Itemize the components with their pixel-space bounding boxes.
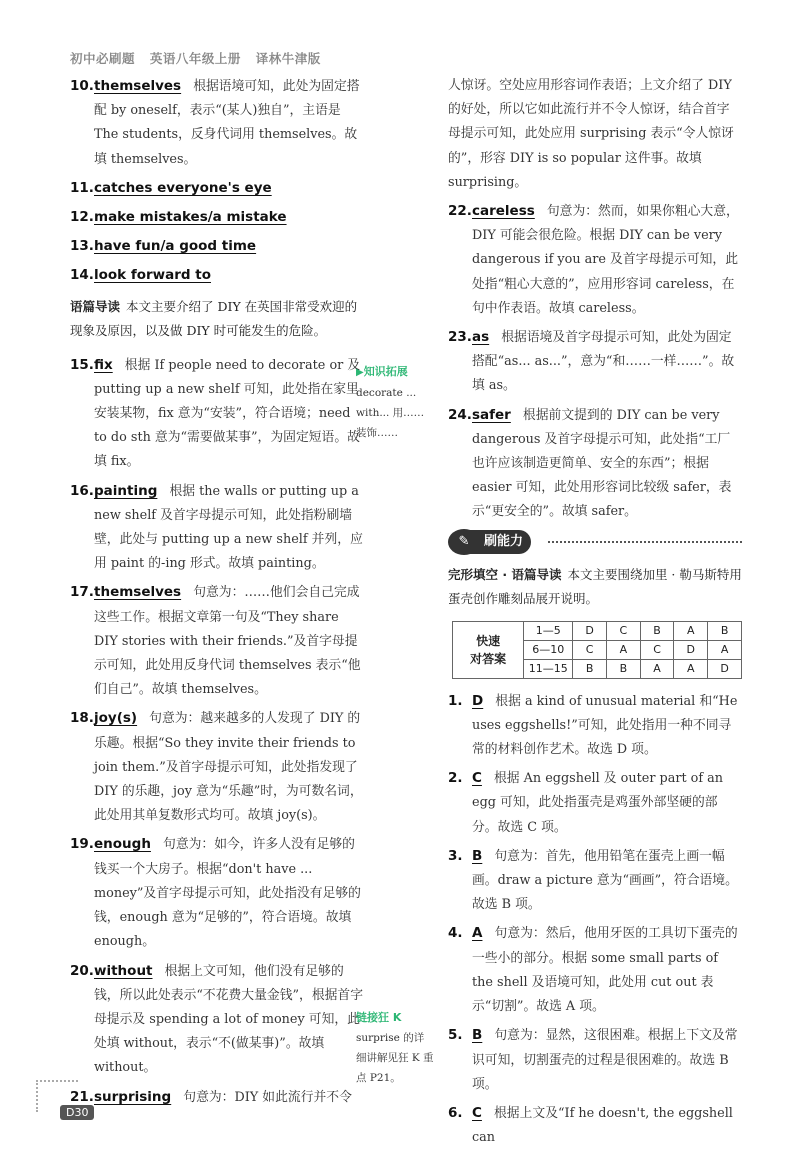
side-note-title: 知识拓展 xyxy=(363,365,408,378)
item-explanation: 根据上文及“If he doesn't, the eggshell can xyxy=(472,1105,733,1146)
answer-item-22 xyxy=(448,199,742,321)
item-answer: C xyxy=(472,1104,482,1121)
cloze-item-1 xyxy=(448,689,742,763)
item-answer: enough xyxy=(94,836,151,853)
item-answer: as xyxy=(472,329,490,346)
right-column xyxy=(448,74,742,1154)
item-explanation: 根据 a kind of unusual material 和“He uses eggshells!”可知，此处指用一种不同寻常的材料创作艺术。故选 D 项。 xyxy=(472,693,738,758)
item-answer: C xyxy=(472,770,482,787)
answer-cell: A xyxy=(674,621,708,640)
page-number: D30 xyxy=(60,1105,94,1120)
cloze-guide xyxy=(448,563,742,611)
guide-label: 语篇导读 xyxy=(70,298,121,314)
answer-item-23 xyxy=(448,325,742,399)
item-number: 10. xyxy=(70,78,94,94)
answer-item-18 xyxy=(70,706,364,828)
answer-cell: A xyxy=(674,659,708,678)
item-explanation: 根据 the walls or putting up a new shelf 及首字母提示可知，此处指粉刷墙壁，此处与 putting up a new shelf 并列，应用 paint 的-ing 形式。故填 painting。 xyxy=(94,483,363,572)
answer-cell: B xyxy=(708,621,742,640)
page-header xyxy=(70,49,331,67)
item-answer: surprising xyxy=(94,1088,172,1105)
item-answer: B xyxy=(472,847,483,864)
item-number: 13. xyxy=(70,238,94,255)
item-number: 17. xyxy=(70,584,94,601)
table-row xyxy=(453,621,742,640)
answer-cell: D xyxy=(674,640,708,659)
header-subject: 英语八年级上册 xyxy=(149,51,241,66)
passage-guide xyxy=(70,295,364,343)
item-number: 6. xyxy=(448,1104,463,1121)
item-explanation: 根据语境可知，此处为固定搭配 by oneself，表示“(某人)独自”，主语是 The students，反身代词用 themselves。故填 themselves。 xyxy=(94,79,360,167)
side-note-text: surprise 的详细讲解见狂 K 重点 P21。 xyxy=(356,1032,434,1084)
item-explanation: 句意为：然而，如果你粗心大意，DIY 可能会很危险。根据 DIY can be very dangerous if you are 及首字母提示可知，此处指“粗心大意的”，应用形容词 careless，在句中作表语。故填 careless。 xyxy=(472,204,739,316)
item-answer: B xyxy=(472,1027,483,1044)
item-explanation: 句意为：显然，这很困难。根据上下文及常识可知，切割蛋壳的过程是很困难的。故选 B 项。 xyxy=(472,1028,738,1092)
item-explanation: 根据 An eggshell 及 outer part of an egg 可知，此处指蛋壳是鸡蛋外部坚硬的部分。故选 C 项。 xyxy=(472,771,724,835)
answer-cell: C xyxy=(640,640,674,659)
item-number: 19. xyxy=(70,836,94,853)
item-answer: joy(s) xyxy=(94,710,138,727)
header-edition: 译林牛津版 xyxy=(255,51,321,66)
item-answer: fix xyxy=(94,356,113,373)
item-number: 5. xyxy=(448,1027,463,1044)
table-label: 快速 对答案 xyxy=(453,621,524,678)
answer-item-20 xyxy=(70,959,364,1081)
answer-item-15 xyxy=(70,353,364,475)
item-21-continued: 人惊讶。空处应用形容词作表语；上文介绍了 DIY 的好处，所以它如此流行并不令人惊讶，结合首字母提示可知，此处应用 surprising 表示“令人惊讶的”，形容 DIY is so popular 这件事。故填 surprising。 xyxy=(448,78,734,190)
item-number: 14. xyxy=(70,267,94,284)
banner-divider xyxy=(548,541,742,543)
item-explanation: 根据语境及首字母提示可知，此处为固定搭配“as... as...”，意为“和……一样……”。故填 as。 xyxy=(472,330,735,394)
item-number: 24. xyxy=(448,406,472,423)
header-series: 初中必刷题 xyxy=(70,51,136,66)
item-answer: painting xyxy=(94,482,158,499)
answer-cell: B xyxy=(607,659,641,678)
item-number: 16. xyxy=(70,482,94,499)
section-banner xyxy=(448,529,742,555)
cloze-item-6 xyxy=(448,1101,742,1150)
item-answer: without xyxy=(94,962,153,979)
banner-label: 刷能力 xyxy=(470,530,531,554)
answer-item-14 xyxy=(70,263,364,288)
item-answer: themselves xyxy=(94,78,182,94)
item-explanation: 根据前文提到的 DIY can be very dangerous 及首字母提示可知，此处指“工厂也许应该制造更简单、安全的东西”；根据 easier 可知，此处用形容词比较级 safer，表示“更安全的”。故填 safer。 xyxy=(472,407,732,520)
answer-cell: D xyxy=(708,659,742,678)
answer-cell: A xyxy=(640,659,674,678)
answer-cell: C xyxy=(573,640,607,659)
item-answer: safer xyxy=(472,406,511,423)
answer-item-11 xyxy=(70,176,364,201)
item-number: 23. xyxy=(448,329,472,346)
answer-item-24 xyxy=(448,403,742,525)
item-explanation: 句意为：首先，他用铅笔在蛋壳上画一幅画。draw a picture 意为“画画”，符合语境。故选 B 项。 xyxy=(472,848,738,913)
answer-cell: A xyxy=(607,640,641,659)
side-note-text: decorate ... with... 用……装饰…… xyxy=(356,387,425,439)
range-cell: 6—10 xyxy=(524,640,573,659)
item-explanation: 句意为：如今，许多人没有足够的钱买一个大房子。根据“don't have ... money”及首字母提示可知，此处指没有足够的钱，enough 意为“足够的”，符合语境。故填 enough。 xyxy=(94,837,361,950)
item-number: 3. xyxy=(448,847,463,864)
item-explanation: 句意为：……他们会自己完成这些工作。根据文章第一句及“They share DIY stories with their friends.”及首字母提示可知，此处用反身代词 themselves 表示“他们自己”。故填 themselves。 xyxy=(94,585,361,698)
item-number: 15. xyxy=(70,356,94,373)
left-column xyxy=(70,74,364,1114)
item-number: 2. xyxy=(448,770,463,787)
item-answer: D xyxy=(472,692,484,709)
pen-icon: ✎ xyxy=(448,529,480,555)
answer-cell: C xyxy=(607,621,641,640)
side-note-knowledge xyxy=(356,362,434,443)
item-number: 21. xyxy=(70,1088,94,1105)
item-explanation: 根据 If people need to decorate or 及 putting up a new shelf 可知，此处指在家里安装某物，fix 意为“安装”，符合语境；need to do sth 意为“需要做某事”，为固定短语。故填 fix。 xyxy=(94,357,361,470)
range-cell: 1—5 xyxy=(524,621,573,640)
item-answer: themselves xyxy=(94,584,182,601)
cloze-item-3 xyxy=(448,844,742,918)
answer-cell: A xyxy=(708,640,742,659)
answer-item-12 xyxy=(70,205,364,230)
item-number: 4. xyxy=(448,925,463,942)
arrow-icon: ▶ xyxy=(356,367,364,378)
item-explanation: 句意为：越来越多的人发现了 DIY 的乐趣。根据“So they invite their friends to join them.”及首字母提示可知，此处指发现了 DIY 的乐趣，joy 意为“乐趣”时，为可数名词，此处用其单复数形式均可。故填 joy(s)。 xyxy=(94,711,363,824)
answer-item-13 xyxy=(70,234,364,259)
item-answer: look forward to xyxy=(94,267,211,284)
cloze-item-5 xyxy=(448,1023,742,1097)
range-cell: 11—15 xyxy=(524,659,573,678)
answer-item-21 xyxy=(70,1085,364,1110)
item-answer: careless xyxy=(472,203,535,220)
item-explanation: 句意为：然后，他用牙医的工具切下蛋壳的一些小的部分。根据 some small parts of the shell 及语境可知，此处用 cut out 表示“切割”。故选 A 项。 xyxy=(472,926,738,1015)
answer-cell: B xyxy=(640,621,674,640)
item-number: 12. xyxy=(70,209,94,226)
answer-item-17 xyxy=(70,580,364,702)
quick-answer-table xyxy=(452,621,742,679)
cloze-item-4 xyxy=(448,921,742,1019)
item-answer: catches everyone's eye xyxy=(94,179,272,196)
guide-text: 本文主要围绕加里 · 勒马斯特用蛋壳创作雕刻品展开说明。 xyxy=(448,566,742,606)
answer-cell: D xyxy=(573,621,607,640)
answer-item-19 xyxy=(70,832,364,954)
item-answer: have fun/a good time xyxy=(94,238,257,255)
answer-cell: B xyxy=(573,659,607,678)
item-number: 22. xyxy=(448,203,472,220)
item-number: 1. xyxy=(448,692,463,709)
side-note-link xyxy=(356,1008,434,1088)
guide-text: 本文主要介绍了 DIY 在英国非常受欢迎的现象及原因，以及做 DIY 时可能发生的危险。 xyxy=(70,298,358,338)
answer-item-10 xyxy=(70,74,364,172)
item-number: 11. xyxy=(70,179,94,196)
item-number: 18. xyxy=(70,710,94,727)
item-number: 20. xyxy=(70,962,94,979)
item-explanation: 句意为：DIY 如此流行并不令 xyxy=(183,1089,352,1105)
item-answer: make mistakes/a mistake xyxy=(94,209,287,226)
answer-item-16 xyxy=(70,479,364,577)
item-answer: A xyxy=(472,925,483,942)
cloze-item-2 xyxy=(448,766,742,840)
side-note-title: 链接狂 K xyxy=(356,1011,402,1024)
item-explanation: 根据上文可知，他们没有足够的钱，所以此处表示“不花费大量金钱”，根据首字母提示及 spending a lot of money 可知，此处填 without，表示“不(做某事)”。故填 without。 xyxy=(94,963,364,1076)
guide-label: 完形填空 · 语篇导读 xyxy=(448,566,562,582)
